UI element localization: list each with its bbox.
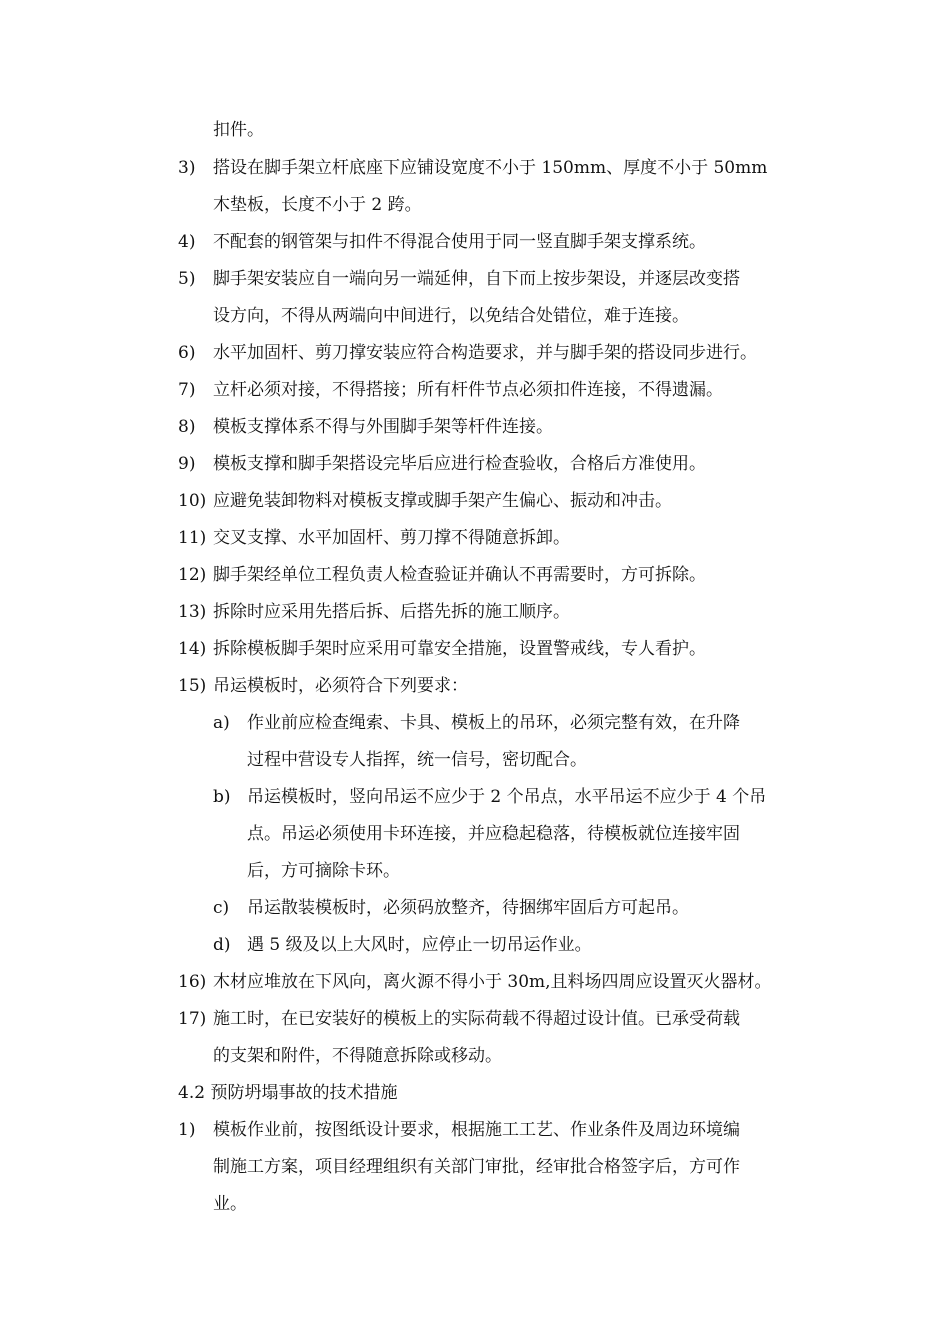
text-line: 拆除模板脚手架时应采用可靠安全措施，设置警戒线，专人看护。 [213,639,706,659]
text-line: 木垫板，长度不小于 2 跨。 [213,195,422,215]
text-line: 拆除时应采用先搭后拆、后搭先拆的施工顺序。 [213,602,570,622]
text-line: 水平加固杆、剪刀撑安装应符合构造要求，并与脚手架的搭设同步进行。 [213,343,757,363]
text-line: 吊运模板时，竖向吊运不应少于 2 个吊点，水平吊运不应少于 4 个吊 [247,787,767,807]
text-line: 立杆必须对接，不得搭接；所有杆件节点必须扣件连接，不得遗漏。 [213,380,723,400]
item-number: 16) [178,972,207,992]
text-line: 的支架和附件，不得随意拆除或移动。 [213,1046,502,1066]
item-number: 15) [178,676,207,696]
item-number: 5) [178,269,196,289]
item-number: 8) [178,417,196,437]
item-number: 14) [178,639,207,659]
section-heading: 4.2 预防坍塌事故的技术措施 [178,1083,398,1103]
item-number: 11) [178,528,207,548]
text-line: 吊运模板时，必须符合下列要求： [213,676,468,696]
text-line: 模板作业前，按图纸设计要求，根据施工工艺、作业条件及周边环境编 [213,1120,740,1140]
text-line: 模板支撑体系不得与外围脚手架等杆件连接。 [213,417,553,437]
text-line: 业。 [213,1194,247,1214]
item-number: 7) [178,380,196,400]
text-line: 不配套的钢管架与扣件不得混合使用于同一竖直脚手架支撑系统。 [213,232,706,252]
item-number: 17) [178,1009,207,1029]
text-line: 脚手架安装应自一端向另一端延伸，自下而上按步架设，并逐层改变搭 [213,269,740,289]
text-line: 作业前应检查绳索、卡具、模板上的吊环，必须完整有效，在升降 [247,713,740,733]
text-line: 模板支撑和脚手架搭设完毕后应进行检查验收，合格后方准使用。 [213,454,706,474]
sub-item-letter: d) [213,935,231,955]
text-line: 吊运散装模板时，必须码放整齐，待捆绑牢固后方可起吊。 [247,898,689,918]
item-number: 3) [178,158,196,178]
text-line: 搭设在脚手架立杆底座下应铺设宽度不小于 150mm、厚度不小于 50mm [213,158,768,178]
text-line: 扣件。 [213,120,264,140]
item-number: 4) [178,232,196,252]
text-line: 设方向，不得从两端向中间进行，以免结合处错位，难于连接。 [213,306,689,326]
text-line: 点。吊运必须使用卡环连接，并应稳起稳落，待模板就位连接牢固 [247,824,740,844]
text-line: 遇 5 级及以上大风时，应停止一切吊运作业。 [247,935,592,955]
text-line: 施工时，在已安装好的模板上的实际荷载不得超过设计值。已承受荷载 [213,1009,740,1029]
sub-item-letter: a) [213,713,230,733]
text-line: 过程中营设专人指挥，统一信号，密切配合。 [247,750,587,770]
text-line: 脚手架经单位工程负责人检查验证并确认不再需要时，方可拆除。 [213,565,706,585]
sub-item-letter: b) [213,787,231,807]
text-line: 后，方可摘除卡环。 [247,861,400,881]
text-line: 木材应堆放在下风向，离火源不得小于 30m,且料场四周应设置灭火器材。 [213,972,772,992]
sub-item-letter: c) [213,898,230,918]
item-number: 12) [178,565,207,585]
text-line: 交叉支撑、水平加固杆、剪刀撑不得随意拆卸。 [213,528,570,548]
item-number: 6) [178,343,196,363]
item-number: 13) [178,602,207,622]
text-line: 制施工方案，项目经理组织有关部门审批，经审批合格签字后，方可作 [213,1157,740,1177]
item-number: 1) [178,1120,196,1140]
item-number: 9) [178,454,196,474]
item-number: 10) [178,491,207,511]
text-line: 应避免装卸物料对模板支撑或脚手架产生偏心、振动和冲击。 [213,491,672,511]
